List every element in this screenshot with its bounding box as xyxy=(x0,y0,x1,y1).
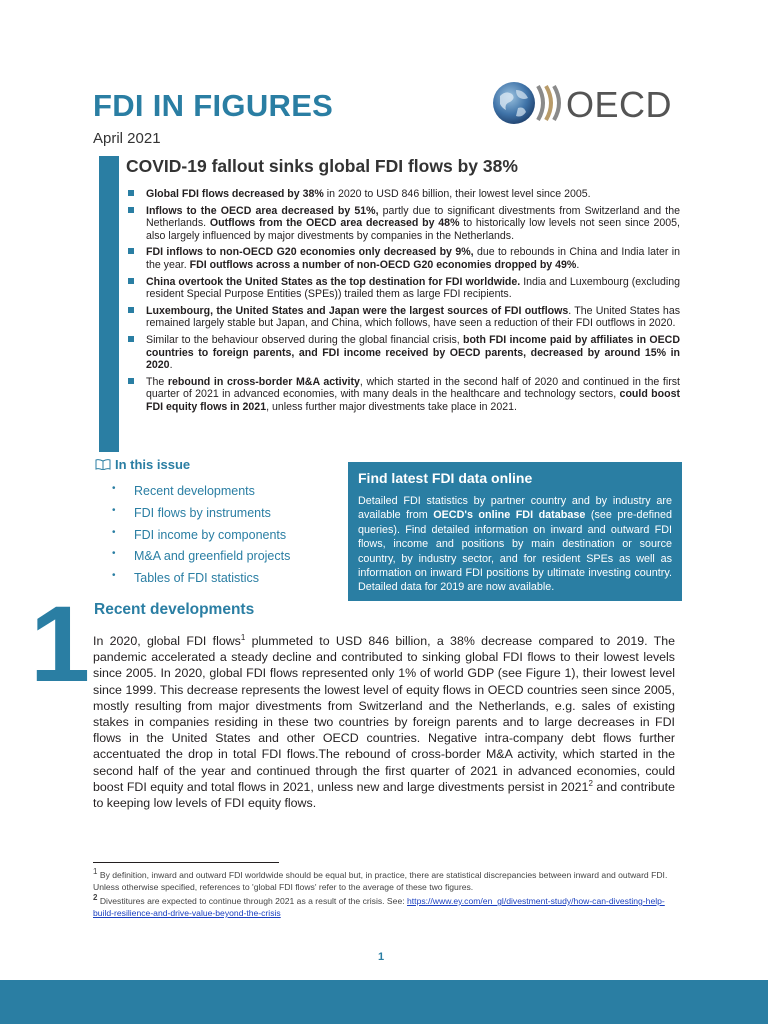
footnote-2: $^2$ Divestitures are expected to continue through 2021 as a result of the crisis. See: https://www.ey.com/en_gl/divestment-study/how-can-divesting-help-build-resilience-and-drive-value-beyond-the-crisis xyxy=(93,893,665,918)
issue-link-ma-greenfield[interactable]: • M&A and greenfield projects xyxy=(112,548,291,564)
footnote-divider xyxy=(93,862,279,863)
footnote-1: $^1$ By definition, inward and outward FDI worldwide should be equal but, in practice, there are statistical discrepancies between inward and outward FDI. Unless otherwise specified, references to 'global FDI flows' refer to the average of these two figures. xyxy=(93,867,668,892)
issue-link-fdi-income[interactable]: • FDI income by components xyxy=(112,526,287,542)
in-this-issue-heading: In this issue xyxy=(95,457,190,472)
section-body: In 2020, global FDI flows$^1$ plummeted to USD 846 billion, a 38% decrease compared to 2019. The pandemic accelerated a steady decline and contributed to sinking global FDI flows to their lowest levels since 2005. In 2020, global FDI flows represented only 1% of world GDP (see Figure 1), their lowest level since 1999. This decrease represents the lowest level of equity flows in OECD countries seen since 2005, mostly resulting from major divestments from Switzerland and the Netherlands, e.g. sales of existing stakes in companies residing in these two countries by foreign parents and to large decreases in FDI flows in the United States and other OECD countries. Negative intra-company debt flows further accentuated the drop in total FDI flows.The rebound of cross-border M&A activity, which started in the second half of the year and continued through the first quarter of 2021 in advanced economies, could boost FDI equity and total flows in 2021, unless new and large divestments persist in 2021$^2$ and contribute to keeping low levels of FDI equity flows. xyxy=(93,632,676,811)
highlight-item: Global FDI flows decreased by 38% in 2020 to USD 846 billion, their lowest level since 2005. xyxy=(128,188,680,201)
issue-link-recent-developments[interactable]: • Recent developments xyxy=(112,483,255,498)
bullet-square-icon xyxy=(128,378,134,384)
highlights-list xyxy=(128,188,680,418)
highlight-item: The rebound in cross-border M&A activity, which started in the second half of 2020 and continued in the first quarter of 2021 in advanced economies, with many deals in the healthcare and technology sectors, could boost FDI equity flows in 2021, unless further major divestments take place in 2021. xyxy=(128,376,680,414)
footnote-ref-1[interactable]: 1 xyxy=(240,632,246,642)
highlight-item: Luxembourg, the United States and Japan were the largest sources of FDI outflows. The United States has remained largely stable but Japan, and China, which follows, have seen a reduction of their FDI outflows in 2020. xyxy=(128,305,680,330)
highlight-accent-bar xyxy=(99,156,119,452)
bullet-dot-icon: • xyxy=(112,570,116,582)
bullet-dot-icon: • xyxy=(112,504,116,516)
bullet-square-icon xyxy=(128,190,134,196)
section-title: Recent developments xyxy=(94,601,255,618)
bullet-square-icon xyxy=(128,278,134,284)
footer-band xyxy=(0,980,768,1024)
ey-divestment-link[interactable]: https://www.ey.com/en_gl/divestment-study/how-can-divesting-help-build-resilience-and-drive-value-beyond-the-crisis xyxy=(93,896,665,918)
in-this-issue-list xyxy=(112,484,290,593)
fdi-database-link[interactable]: OECD's online FDI database xyxy=(433,509,586,522)
globe-icon xyxy=(490,80,566,126)
bullet-dot-icon: • xyxy=(112,526,116,538)
footnote-ref-2[interactable]: 2 xyxy=(588,778,593,788)
page-number: 1 xyxy=(378,951,385,963)
highlight-item: China overtook the United States as the top destination for FDI worldwide. India and Luxembourg (excluding resident Special Purpose Entities (SPEs)) trailed them as large FDI recipients. xyxy=(128,276,680,301)
bullet-square-icon xyxy=(128,248,134,254)
bullet-dot-icon: • xyxy=(112,483,116,494)
bullet-dot-icon: • xyxy=(112,548,116,560)
issue-link-tables[interactable]: • Tables of FDI statistics xyxy=(112,570,260,586)
bullet-square-icon xyxy=(128,207,134,213)
book-icon xyxy=(95,459,111,470)
find-data-box xyxy=(348,462,682,601)
highlight-item: FDI inflows to non-OECD G20 economies only decreased by 9%, due to rebounds in China and India later in the year. FDI outflows across a number of non-OECD G20 economies dropped by 49%. xyxy=(128,246,680,271)
section-number: 1 xyxy=(30,583,91,704)
find-data-title: Find latest FDI data online xyxy=(358,470,533,486)
highlights-title: COVID-19 fallout sinks global FDI flows by 38% xyxy=(126,156,518,176)
logo-text: OECD xyxy=(566,84,673,125)
oecd-logo xyxy=(490,80,680,126)
document-title: FDI IN FIGURES xyxy=(93,88,334,123)
issue-link-fdi-flows[interactable]: • FDI flows by instruments xyxy=(112,504,271,520)
find-data-body: Detailed FDI statistics by partner country and by industry are available from OECD's online FDI database (see pre-defined queries). Find detailed information on inward and outward FDI flows, income and positions by main destination or source country, by industry sector, and for resident SPEs as well as information on inward FDI positions by ultimate investing country. Detailed data for 2019 are now available. xyxy=(358,495,672,594)
highlight-item: Similar to the behaviour observed during the global financial crisis, both FDI income paid by affiliates in OECD countries to foreign parents, and FDI income received by OECD parents, decreased by around 15% in 2020. xyxy=(128,334,680,372)
publication-date: April 2021 xyxy=(93,130,161,147)
bullet-square-icon xyxy=(128,336,134,342)
bullet-square-icon xyxy=(128,307,134,313)
highlight-item: Inflows to the OECD area decreased by 51%, partly due to significant divestments from Switzerland and the Netherlands. Outflows from the OECD area decreased by 48% to historically low levels not seen since 2005, also largely influenced by major divestments by companies in the Netherlands. xyxy=(128,205,680,243)
